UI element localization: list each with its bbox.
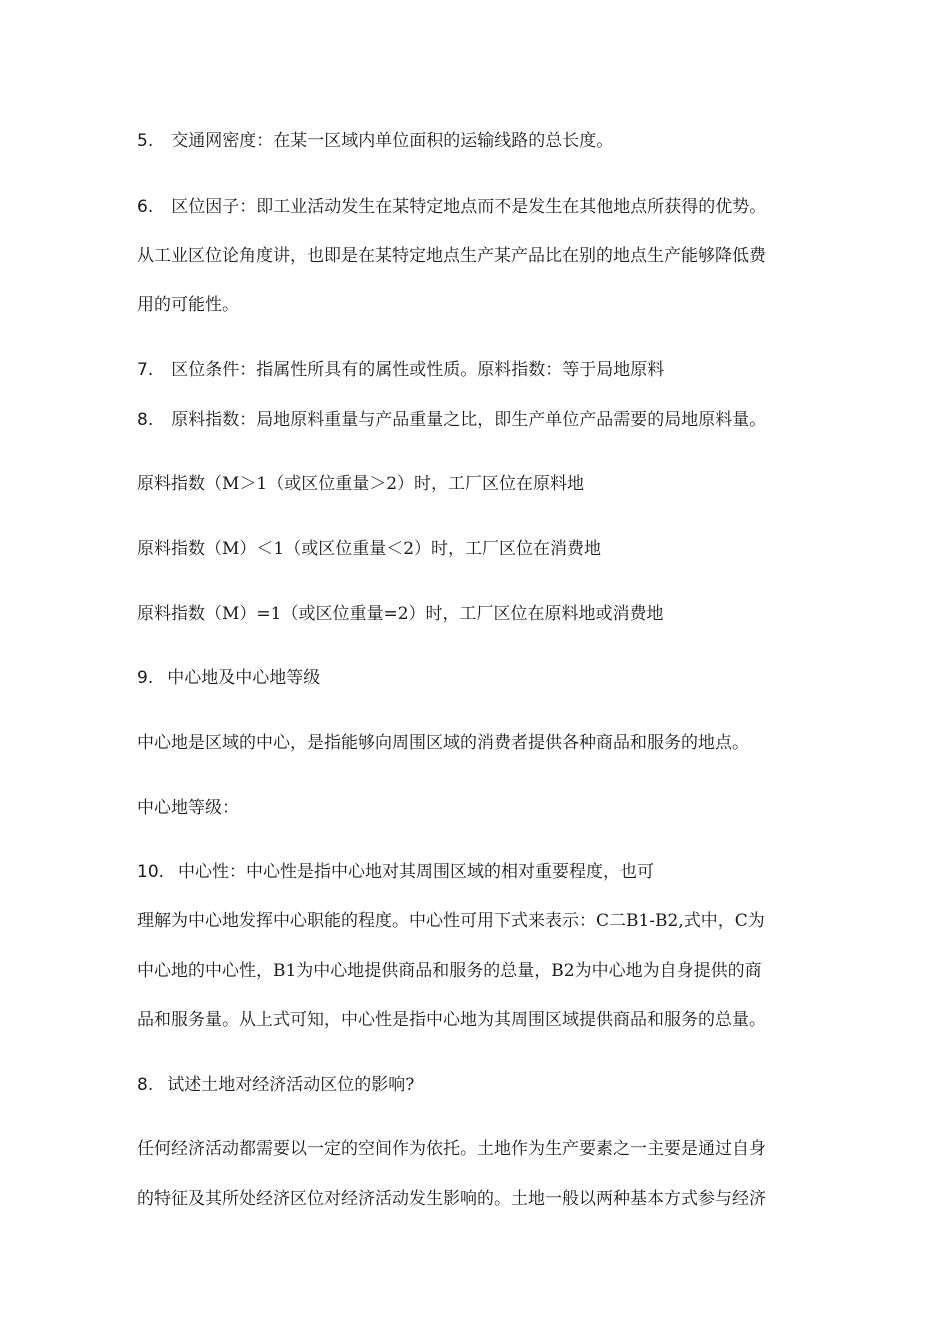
paragraph-line: 原料指数（M）＜1（或区位重量＜2）时，工厂区位在消费地 xyxy=(137,539,602,559)
item-number: 9. xyxy=(137,668,154,688)
paragraph-line: 中心地的中心性，B1为中心地提供商品和服务的总量，B2为中心地为自身提供的商 xyxy=(137,961,762,981)
item-10 xyxy=(137,861,654,883)
paragraph-line: 用的可能性。 xyxy=(137,295,239,315)
item-5 xyxy=(137,130,613,152)
paragraph-line: 品和服务量。从上式可知，中心性是指中心地为其周围区域提供商品和服务的总量。 xyxy=(137,1010,766,1030)
item-text: 原料指数：局地原料重量与产品重量之比，即生产单位产品需要的局地原料量。 xyxy=(171,410,767,430)
item-6 xyxy=(137,196,766,218)
item-number: 8. xyxy=(137,410,154,430)
item-7 xyxy=(137,359,664,381)
paragraph-line: 任何经济活动都需要以一定的空间作为依托。土地作为生产要素之一主要是通过自身 xyxy=(137,1139,766,1159)
paragraph-line: 的特征及其所处经济区位对经济活动发生影响的。土地一般以两种基本方式参与经济 xyxy=(137,1189,766,1209)
item-text: 交通网密度：在某一区域内单位面积的运输线路的总长度。 xyxy=(171,131,614,151)
item-text: 中心地及中心地等级 xyxy=(167,668,321,688)
item-number: 10. xyxy=(137,862,165,882)
paragraph-line: 从工业区位论角度讲，也即是在某特定地点生产某产品比在别的地点生产能够降低费 xyxy=(137,246,766,266)
item-number: 6. xyxy=(137,197,154,217)
item-text: 中心性：中心性是指中心地对其周围区域的相对重要程度，也可 xyxy=(178,862,655,882)
paragraph-line: 中心地等级： xyxy=(137,798,239,818)
item-text: 区位条件：指属性所具有的属性或性质。原料指数：等于局地原料 xyxy=(171,360,665,380)
paragraph-line: 中心地是区域的中心，是指能够向周围区域的消费者提供各种商品和服务的地点。 xyxy=(137,733,749,753)
item-number: 7. xyxy=(137,360,154,380)
item-number: 8. xyxy=(137,1075,154,1095)
item-8 xyxy=(137,409,766,431)
item-number: 5. xyxy=(137,131,154,151)
paragraph-line: 理解为中心地发挥中心职能的程度。中心性可用下式来表示：C二B1-B2,式中，C为 xyxy=(137,911,765,931)
item-9 xyxy=(137,667,320,689)
item-text: 区位因子：即工业活动发生在某特定地点而不是发生在其他地点所获得的优势。 xyxy=(171,197,767,217)
item-text: 试述土地对经济活动区位的影响? xyxy=(167,1075,415,1095)
paragraph-line: 原料指数（M）=1（或区位重量=2）时，工厂区位在原料地或消费地 xyxy=(137,604,664,624)
question-8 xyxy=(137,1074,414,1096)
paragraph-line: 原料指数（M＞1（或区位重量＞2）时，工厂区位在原料地 xyxy=(137,474,585,494)
